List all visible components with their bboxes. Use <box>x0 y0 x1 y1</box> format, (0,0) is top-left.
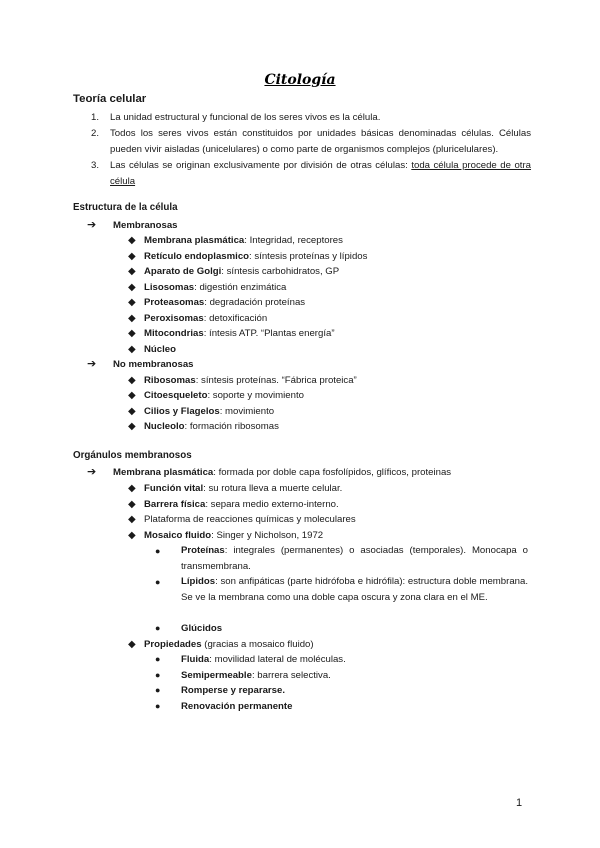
list-item: ◆ Citoesqueleto: soporte y movimiento <box>128 390 304 401</box>
bullet-icon: ● <box>155 623 161 633</box>
diamond-bullet-icon: ◆ <box>128 235 136 246</box>
list-item: ◆ Aparato de Golgi: síntesis carbohidratos, GP <box>128 266 340 277</box>
diamond-bullet-icon: ◆ <box>128 251 136 262</box>
diamond-bullet-icon: ◆ <box>128 421 136 432</box>
list-item: ◆ Plataforma de reacciones químicas y moleculares <box>128 514 356 525</box>
list-item: ● Lípidos: son anfipáticas (parte hidrófoba e hidrófila): estructura doble membrana. Se ve la membrana como una doble capa oscura y zona clara en el ME. <box>155 576 528 603</box>
diamond-bullet-icon: ◆ <box>128 266 136 277</box>
arrow-icon: ➔ <box>87 219 97 231</box>
diamond-bullet-icon: ◆ <box>128 344 136 355</box>
section-heading-organulos: Orgánulos membranosos <box>73 450 192 461</box>
list-item: ● Proteínas: integrales (permanentes) o asociadas (temporales). Monocapa o transmembrana. <box>155 545 528 572</box>
arrow-icon: ➔ <box>87 358 97 370</box>
diamond-bullet-icon: ◆ <box>128 483 136 494</box>
list-item: ● Glúcidos <box>155 623 223 634</box>
list-item: ◆ Barrera física: separa medio externo-interno. <box>128 499 339 510</box>
list-item: ◆ Función vital: su rotura lleva a muerte celular. <box>128 483 343 494</box>
list-item: ◆ Lisosomas: digestión enzimática <box>128 282 287 293</box>
section-heading-teoria: Teoría celular <box>73 93 147 105</box>
diamond-bullet-icon: ◆ <box>128 297 136 308</box>
list-item: ● Semipermeable: barrera selectiva. <box>155 670 331 681</box>
list-item: ● Romperse y repararse. <box>155 685 285 696</box>
diamond-bullet-icon: ◆ <box>128 514 136 525</box>
list-item: ◆ Cilios y Flagelos: movimiento <box>128 406 275 417</box>
list-item: ◆ Mosaico fluido: Singer y Nicholson, 1972 <box>128 530 324 541</box>
list-item: ● Renovación permanente <box>155 701 293 712</box>
diamond-bullet-icon: ◆ <box>128 313 136 324</box>
list-item: ◆ Peroxisomas: detoxificación <box>128 313 268 324</box>
bullet-icon: ● <box>155 670 161 680</box>
bullet-icon: ● <box>155 701 161 711</box>
diamond-bullet-icon: ◆ <box>128 530 136 541</box>
bullet-icon: ● <box>155 685 161 695</box>
list-item: ● Fluida: movilidad lateral de moléculas. <box>155 654 346 665</box>
diamond-bullet-icon: ◆ <box>128 282 136 293</box>
diamond-bullet-icon: ◆ <box>128 406 136 417</box>
diamond-bullet-icon: ◆ <box>128 375 136 386</box>
list-item: 3. Las células se originan exclusivamente por división de otras células: toda célula procede de otra célula <box>91 160 532 187</box>
page-title: Citología <box>264 72 336 88</box>
diamond-bullet-icon: ◆ <box>128 639 136 650</box>
list-item: ◆ Mitocondrias: íntesis ATP. “Plantas energía” <box>128 328 335 339</box>
list-item: 2. Todos los seres vivos están constituidos por unidades básicas denominadas células. Células pueden vivir aisladas (unicelulares) o como parte de organismos complejos (pluricelulares). <box>91 128 531 155</box>
list-item: ◆ Proteasomas: degradación proteínas <box>128 297 306 308</box>
diamond-bullet-icon: ◆ <box>128 499 136 510</box>
list-item: ◆ Membrana plasmática: Integridad, receptores <box>128 235 343 246</box>
list-item: ➔ Membrana plasmática: formada por doble capa fosfolípidos, glíficos, proteinas <box>87 466 452 478</box>
diamond-bullet-icon: ◆ <box>128 390 136 401</box>
bullet-icon: ● <box>155 546 161 556</box>
list-item: ◆ Propiedades (gracias a mosaico fluido) <box>128 639 314 650</box>
section-heading-estructura: Estructura de la célula <box>73 202 178 213</box>
bullet-icon: ● <box>155 654 161 664</box>
list-item: ➔ No membranosas <box>87 358 194 370</box>
list-item: ◆ Núcleo <box>128 344 176 355</box>
bullet-icon: ● <box>155 577 161 587</box>
list-item: ➔ Membranosas <box>87 219 178 231</box>
list-item: ◆ Nucleolo: formación ribosomas <box>128 421 279 432</box>
page-number: 1 <box>516 797 523 809</box>
list-item: 1. La unidad estructural y funcional de los seres vivos es la célula. <box>91 112 381 123</box>
numbered-list <box>73 110 531 190</box>
list-item: ◆ Retículo endoplasmico: síntesis proteínas y lípidos <box>128 251 368 262</box>
underlined-phrase: toda célula procede de otra célula <box>110 160 532 187</box>
list-item: ◆ Ribosomas: síntesis proteínas. “Fábrica proteica” <box>128 375 357 386</box>
diamond-bullet-icon: ◆ <box>128 328 136 339</box>
arrow-icon: ➔ <box>87 466 97 478</box>
